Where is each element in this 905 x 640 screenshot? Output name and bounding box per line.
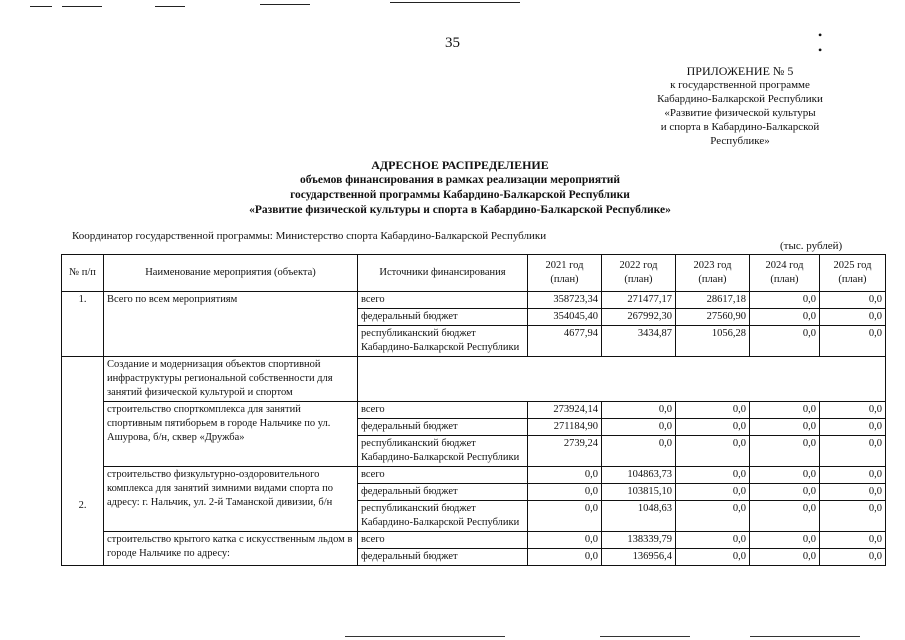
value-cell: 0,0 <box>750 467 820 484</box>
value-cell: 27560,90 <box>676 309 750 326</box>
header-2023: 2023 год (план) <box>676 255 750 292</box>
value-cell: 138339,79 <box>602 532 676 549</box>
value-cell: 0,0 <box>820 484 886 501</box>
value-cell: 0,0 <box>750 484 820 501</box>
source-cell: республиканский бюджет Кабардино-Балкарской Республики <box>358 326 528 357</box>
value-cell: 0,0 <box>528 501 602 532</box>
value-cell: 104863,73 <box>602 467 676 484</box>
appendix-line: ПРИЛОЖЕНИЕ № 5 <box>686 64 794 78</box>
value-cell: 0,0 <box>528 549 602 566</box>
value-cell: 0,0 <box>676 549 750 566</box>
value-cell: 0,0 <box>528 467 602 484</box>
source-cell: республиканский бюджет Кабардино-Балкарской Республики <box>358 501 528 532</box>
title-line: объемов финансирования в рамках реализации мероприятий <box>299 174 621 186</box>
header-2024: 2024 год (план) <box>750 255 820 292</box>
value-cell: 0,0 <box>676 467 750 484</box>
source-cell: всего <box>358 292 528 309</box>
object-name: строительство спорткомплекса для занятий спортивным пятиборьем в городе Нальчике по ул. Ашурова, б/н, сквер «Дружба» <box>104 402 358 467</box>
scan-artifact <box>345 636 505 637</box>
value-cell: 3434,87 <box>602 326 676 357</box>
value-cell: 136956,4 <box>602 549 676 566</box>
units-label: (тыс. рублей) <box>780 240 843 252</box>
appendix-line: к государственной программе <box>670 79 810 91</box>
value-cell: 0,0 <box>820 467 886 484</box>
source-cell: всего <box>358 467 528 484</box>
corner-marks: • • <box>818 28 851 57</box>
value-cell: 0,0 <box>820 402 886 419</box>
value-cell: 0,0 <box>750 309 820 326</box>
object-name: строительство крытого катка с искусственным льдом в городе Нальчике по адресу: <box>104 532 358 566</box>
value-cell: 0,0 <box>676 402 750 419</box>
coordinator-text: Координатор государственной программы: Министерство спорта Кабардино-Балкарской Республики <box>72 230 547 242</box>
value-cell: 0,0 <box>676 419 750 436</box>
source-cell: всего <box>358 532 528 549</box>
table-row <box>62 532 886 549</box>
header-name: Наименование мероприятия (объекта) <box>104 255 358 292</box>
value-cell: 0,0 <box>820 436 886 467</box>
scan-artifact <box>600 636 690 637</box>
table-row <box>62 357 886 402</box>
value-cell: 0,0 <box>602 419 676 436</box>
value-cell: 0,0 <box>820 309 886 326</box>
row-name: Всего по всем мероприятиям <box>104 292 358 357</box>
value-cell: 0,0 <box>602 402 676 419</box>
value-cell: 4677,94 <box>528 326 602 357</box>
appendix-line: и спорта в Кабардино-Балкарской <box>660 121 820 133</box>
source-cell: всего <box>358 402 528 419</box>
value-cell: 0,0 <box>820 501 886 532</box>
value-cell: 273924,14 <box>528 402 602 419</box>
value-cell: 0,0 <box>750 326 820 357</box>
value-cell: 0,0 <box>820 292 886 309</box>
value-cell: 0,0 <box>676 501 750 532</box>
scan-artifact <box>390 2 520 3</box>
value-cell: 28617,18 <box>676 292 750 309</box>
section-empty <box>358 357 886 402</box>
title-line: государственной программы Кабардино-Балкарской Республики <box>290 189 630 201</box>
value-cell: 0,0 <box>820 532 886 549</box>
value-cell: 1056,28 <box>676 326 750 357</box>
page-number: 35 <box>445 35 460 51</box>
value-cell: 354045,40 <box>528 309 602 326</box>
header-source: Источники финансирования <box>358 255 528 292</box>
value-cell: 0,0 <box>528 484 602 501</box>
source-cell: федеральный бюджет <box>358 309 528 326</box>
title-line: «Развитие физической культуры и спорта в Кабардино-Балкарской Республике» <box>249 204 671 216</box>
value-cell: 358723,34 <box>528 292 602 309</box>
source-cell: федеральный бюджет <box>358 419 528 436</box>
scan-artifact <box>62 6 102 7</box>
scan-artifact <box>750 636 860 637</box>
value-cell: 0,0 <box>750 436 820 467</box>
source-cell: федеральный бюджет <box>358 549 528 566</box>
scan-artifact <box>30 6 52 7</box>
value-cell: 271477,17 <box>602 292 676 309</box>
header-2021: 2021 год (план) <box>528 255 602 292</box>
value-cell: 0,0 <box>820 549 886 566</box>
appendix-block <box>630 64 850 148</box>
value-cell: 0,0 <box>750 501 820 532</box>
scan-artifact <box>155 6 185 7</box>
value-cell: 0,0 <box>676 484 750 501</box>
value-cell: 0,0 <box>750 549 820 566</box>
value-cell: 0,0 <box>750 402 820 419</box>
value-cell: 0,0 <box>750 419 820 436</box>
value-cell: 0,0 <box>676 532 750 549</box>
table-row <box>62 467 886 484</box>
row-num: 2. <box>62 357 104 566</box>
table-row <box>62 402 886 419</box>
header-2025: 2025 год (план) <box>820 255 886 292</box>
source-cell: федеральный бюджет <box>358 484 528 501</box>
appendix-line: «Развитие физической культуры <box>664 107 816 119</box>
table-header-row <box>62 255 886 292</box>
value-cell: 0,0 <box>676 436 750 467</box>
value-cell: 0,0 <box>528 532 602 549</box>
table-row <box>62 292 886 309</box>
value-cell: 103815,10 <box>602 484 676 501</box>
value-cell: 0,0 <box>750 292 820 309</box>
value-cell: 271184,90 <box>528 419 602 436</box>
scan-artifact <box>260 4 310 5</box>
value-cell: 2739,24 <box>528 436 602 467</box>
value-cell: 0,0 <box>750 532 820 549</box>
value-cell: 267992,30 <box>602 309 676 326</box>
document-title <box>120 158 800 218</box>
header-num: № п/п <box>62 255 104 292</box>
section-name: Создание и модернизация объектов спортивной инфраструктуры региональной собственности для занятий физической культурой и спортом <box>104 357 358 402</box>
value-cell: 1048,63 <box>602 501 676 532</box>
value-cell: 0,0 <box>820 419 886 436</box>
value-cell: 0,0 <box>820 326 886 357</box>
appendix-line: Кабардино-Балкарской Республики <box>657 93 823 105</box>
row-num: 1. <box>62 292 104 357</box>
appendix-line: Республике» <box>710 135 770 147</box>
header-2022: 2022 год (план) <box>602 255 676 292</box>
title-line: АДРЕСНОЕ РАСПРЕДЕЛЕНИЕ <box>371 158 549 172</box>
object-name: строительство физкультурно-оздоровительного комплекса для занятий зимними видами спорта по адресу: г. Нальчик, ул. 2-й Таманской дивизии, б/н <box>104 467 358 532</box>
value-cell: 0,0 <box>602 436 676 467</box>
financing-table <box>61 254 886 566</box>
source-cell: республиканский бюджет Кабардино-Балкарской Республики <box>358 436 528 467</box>
